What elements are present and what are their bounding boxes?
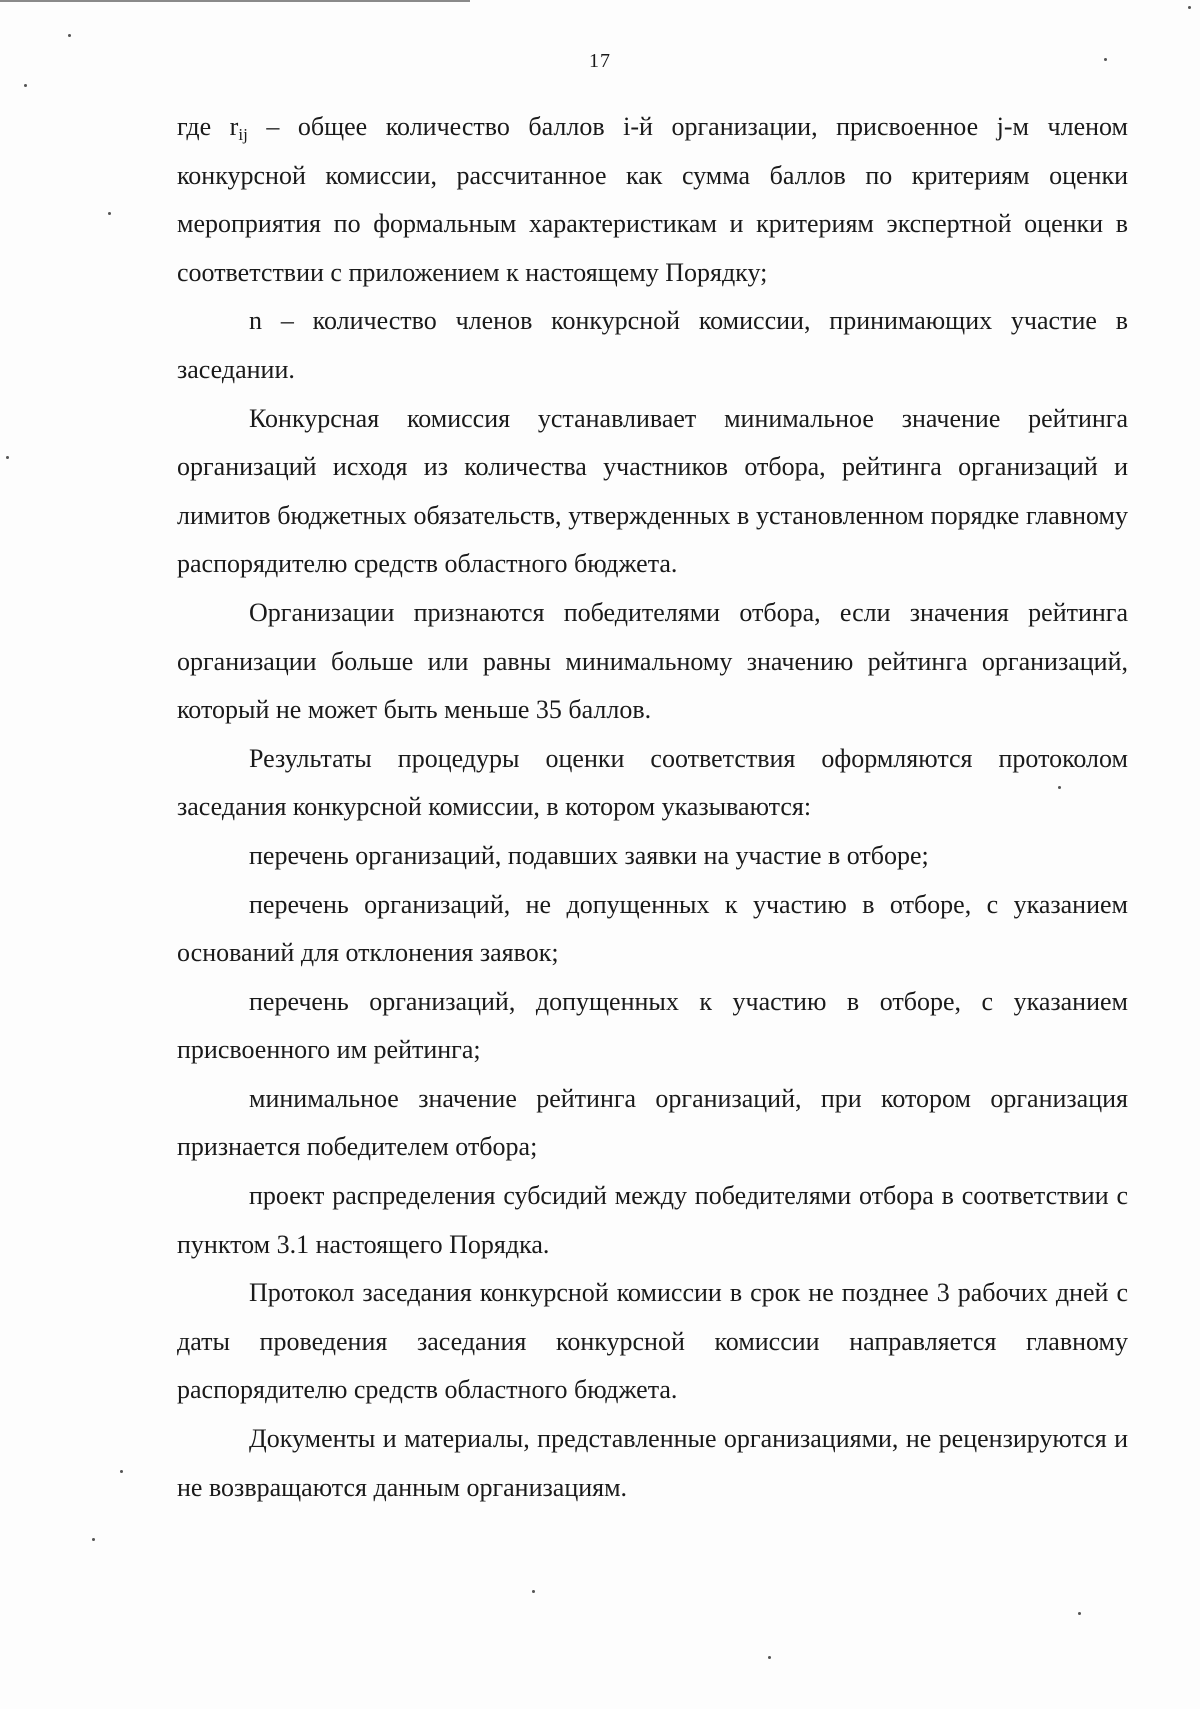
paragraph-protocol-results: Результаты процедуры оценки соответствия оформляются протоколом заседания конкурсной комиссии, в котором указываются: [177, 743, 1128, 822]
scan-speck [108, 212, 111, 215]
scan-speck [120, 1470, 123, 1473]
scan-speck [1188, 6, 1191, 9]
scan-speck [92, 1538, 95, 1541]
list-item-rejected: перечень организаций, не допущенных к участию в отборе, с указанием оснований для отклонения заявок; [177, 889, 1128, 968]
scan-speck [68, 34, 71, 37]
scan-speck [6, 456, 9, 459]
scan-speck [1104, 58, 1107, 61]
paragraph-winners: Организации признаются победителями отбора, если значения рейтинга организации больше или равны минимальному значению рейтинга организаций, который не может быть меньше 35 баллов. [177, 597, 1128, 725]
list-item-distribution-project: проект распределения субсидий между победителями отбора в соответствии с пунктом 3.1 настоящего Порядка. [177, 1181, 1128, 1259]
paragraph-formula-definition-rij [177, 103, 1128, 297]
list-item-admitted: перечень организаций, допущенных к участию в отборе, с указанием присвоенного им рейтинга; [177, 986, 1128, 1065]
scan-speck [768, 1656, 771, 1659]
paragraph-protocol-deadline: Протокол заседания конкурсной комиссии в срок не позднее 3 рабочих дней с даты проведения заседания конкурсной комиссии направляется главному распорядителю средств областного бюджета. [177, 1278, 1128, 1405]
list-item-applicants: перечень организаций, подавших заявки на участие в отборе; [249, 840, 929, 870]
paragraph-definition-n: n – количество членов конкурсной комиссии, принимающих участие в заседании. [177, 306, 1128, 384]
list-item-minimum-value: минимальное значение рейтинга организаций, при котором организация признается победителем отбора; [177, 1083, 1128, 1162]
scan-speck [24, 84, 27, 87]
rij-subscript: ij [238, 125, 248, 144]
page-number: 17 [589, 50, 611, 72]
body-text [177, 103, 1128, 1512]
scan-speck [532, 1590, 535, 1593]
scan-speck [1058, 786, 1061, 789]
paragraph-minimum-rating: Конкурсная комиссия устанавливает минимальное значение рейтинга организаций исходя из количества участников отбора, рейтинга организаций и лимитов бюджетных обязательств, утвержденных в установленном порядке главному распорядителю средств областного бюджета. [177, 403, 1128, 579]
scan-speck [1078, 1612, 1081, 1615]
paragraph-documents-not-returned: Документы и материалы, представленные организациями, не рецензируются и не возвращаются данным организациям. [177, 1424, 1128, 1502]
rij-symbol: где r [177, 112, 239, 141]
rij-definition: – общее количество баллов i-й организации, присвоенное j-м членом конкурсной комиссии, рассчитанное как сумма баллов по критериям оценки мероприятия по формальным характеристикам и критериям экспертной оценки в соответствии с приложением к настоящему Порядку; [177, 112, 1128, 287]
scan-edge-line [0, 0, 470, 2]
